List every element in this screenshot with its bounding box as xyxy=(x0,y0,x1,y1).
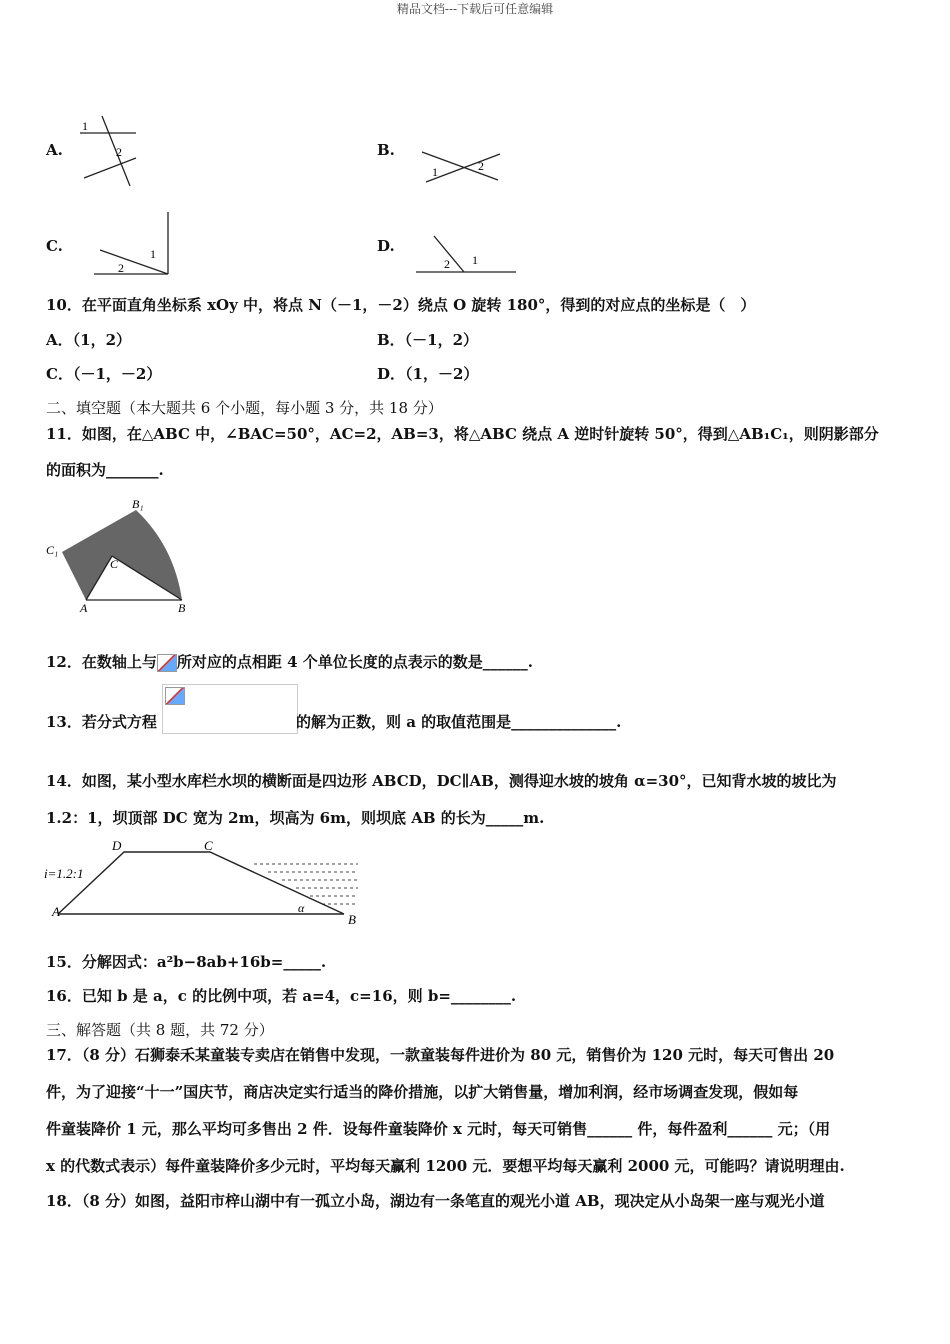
q17-line2: 件，为了迎接“十一”国庆节，商店决定实行适当的降价措施，以扩大销售量，增加利润，经市场调查发现，假如每 xyxy=(46,1083,799,1101)
section2-title: 二、填空题（本大题共 6 个小题，每小题 3 分，共 18 分） xyxy=(46,399,443,417)
q12-pre: 12．在数轴上与 xyxy=(46,653,157,671)
option-c-figure xyxy=(92,210,174,278)
q14-label-c: C xyxy=(204,838,213,853)
q11-label-b: B xyxy=(178,601,186,615)
q11-label-a: A xyxy=(80,601,88,615)
q11-figure xyxy=(44,496,194,616)
q11-line2: 的面积为_______. xyxy=(46,461,164,479)
q11-label-c: C xyxy=(110,557,119,571)
option-d-figure xyxy=(414,232,520,276)
option-d-angle2: 2 xyxy=(444,257,450,271)
q18-line1: 18．（8 分）如图，益阳市梓山湖中有一孤立小岛，湖边有一条笔直的观光小道 AB，现决定从小岛架一座与观光小道 xyxy=(46,1192,825,1210)
broken-image-icon xyxy=(165,687,185,705)
q13-pre: 13．若分式方程 xyxy=(46,713,157,731)
q14-angle-alpha: α xyxy=(298,901,305,915)
option-c-angle2: 2 xyxy=(118,261,124,275)
page-header: 精品文档---下载后可任意编辑 xyxy=(396,2,554,16)
broken-image-icon xyxy=(157,654,177,672)
q14-slope-ratio: i=1.2:1 xyxy=(44,866,84,881)
option-b-label[interactable]: B. xyxy=(377,141,395,159)
q14-line2: 1.2：1，坝顶部 DC 宽为 2m，坝高为 6m，则坝底 AB 的长为_____m. xyxy=(46,809,545,827)
q11-label-c1: C₁ xyxy=(46,543,59,557)
q16-line: 16．已知 b 是 a，c 的比例中项，若 a=4，c=16，则 b=________. xyxy=(46,987,517,1005)
q17-line1: 17．（8 分）石狮泰禾某童装专卖店在销售中发现，一款童装每件进价为 80 元，销售价为 120 元时，每天可售出 20 xyxy=(46,1046,835,1064)
q11-label-b1: B₁ xyxy=(132,497,144,511)
q13-post: 的解为正数，则 a 的取值范围是______________. xyxy=(296,713,622,731)
option-b-angle1: 1 xyxy=(432,165,438,179)
option-a-figure xyxy=(76,114,146,190)
section3-title: 三、解答题（共 8 题，共 72 分） xyxy=(46,1021,274,1039)
q17-line3: 件童装降价 1 元，那么平均可多售出 2 件．设每件童装降价 x 元时，每天可销售______ 件，每件盈利______ 元；（用 xyxy=(46,1120,831,1138)
q14-label-b: B xyxy=(348,912,356,927)
option-d-label[interactable]: D. xyxy=(377,237,395,255)
q12-line xyxy=(46,652,533,672)
q17-line4: x 的代数式表示）每件童装降价多少元时，平均每天赢利 1200 元．要想平均每天赢利 2000 元，可能吗？请说明理由. xyxy=(46,1157,845,1175)
q14-label-d: D xyxy=(112,838,122,853)
option-c-angle1: 1 xyxy=(150,247,156,261)
q14-line1: 14．如图，某小型水库栏水坝的横断面是四边形 ABCD，DC∥AB，测得迎水坡的坡角 α=30°，已知背水坡的坡比为 xyxy=(46,772,837,790)
option-c-label[interactable]: C. xyxy=(46,237,63,255)
q11-line1: 11．如图，在△ABC 中，∠BAC=50°，AC=2，AB=3，将△ABC 绕点 A 逆时针旋转 50°，得到△AB₁C₁，则阴影部分 xyxy=(46,425,879,443)
q10-option-c[interactable]: C．（－1，－2） xyxy=(46,365,162,383)
q12-post: 所对应的点相距 4 个单位长度的点表示的数是______. xyxy=(176,653,533,671)
option-a-angle2: 2 xyxy=(116,145,122,159)
option-a-label[interactable]: A. xyxy=(46,141,63,159)
option-b-figure xyxy=(420,146,500,186)
q10-option-a[interactable]: A．（1，2） xyxy=(46,331,132,349)
q10-option-d[interactable]: D．（1，－2） xyxy=(377,365,479,383)
q10-option-b[interactable]: B．（－1，2） xyxy=(377,331,479,349)
q10-stem: 10．在平面直角坐标系 xOy 中，将点 N（－1，－2）绕点 O 旋转 180°，得到的对应点的坐标是（ ） xyxy=(46,296,756,314)
option-d-angle1: 1 xyxy=(472,253,478,267)
option-a-angle1: 1 xyxy=(82,119,88,133)
q13-formula-image xyxy=(162,684,298,734)
option-b-angle2: 2 xyxy=(478,159,484,173)
q14-label-a: A xyxy=(52,904,60,919)
q15-line: 15．分解因式：a²b−8ab+16b=_____. xyxy=(46,953,327,971)
q14-figure xyxy=(44,836,364,928)
